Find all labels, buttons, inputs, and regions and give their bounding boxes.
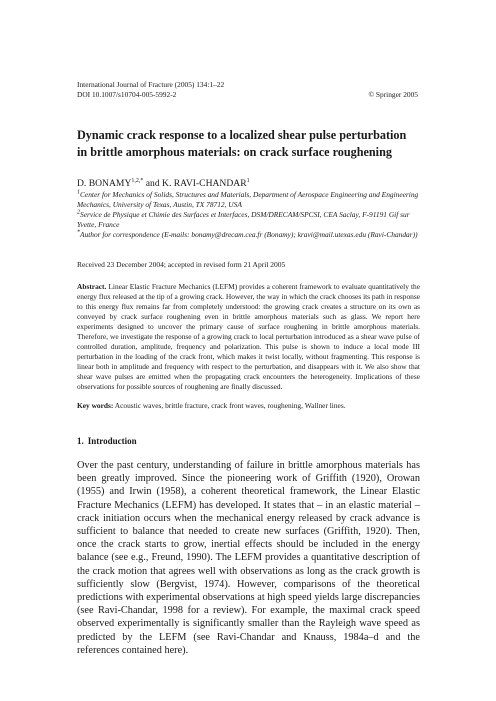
affiliation-2	[77, 210, 422, 230]
author-ravi-chandar: K. RAVI-CHANDAR	[162, 178, 247, 189]
section-number: 1.	[77, 436, 84, 446]
introduction-paragraph: Over the past century, understanding of failure in brittle amorphous materials has been greatly improved. Since the pioneering work of Griffith (1920), Orowan (1955) and Irwin (1958), a coherent theoretical framework, the Linear Elastic Fracture Mechanics (LEFM) has developed. It states that – in an elastic material – crack initiation occurs when the mechanical energy released by crack advance is sufficient to balance that needed to create new surfaces (Griffith, 1920). Then, once the crack starts to grow, inertial effects should be included in the energy balance (see e.g., Freund, 1990). The LEFM provides a quantitative description of the crack motion that agrees well with observations as long as the crack growth is sufficiently slow (Bergvist, 1974). However, comparisons of the theoretical predictions with experimental observations at high speed yields large discrepancies (see Ravi-Chandar, 1998 for a review). For example, the maximal crack speed observed experimentally is significantly smaller than the Rayleigh wave speed as predicted by the LEFM (see Ravi-Chandar and Knauss, 1984a–d and the references contained here).	[77, 460, 420, 656]
abstract-text: Linear Elastic Fracture Mechanics (LEFM) provides a coherent framework to evaluate quantitatively the energy flux released at the tip of a growing crack. However, the way in which the crack chooses its path in response to this energy flux remains far from completely understood: the growing crack creates a structure on its own as conveyed by crack surface roughening even in brittle amorphous materials such as glass. We report here experiments designed to uncover the primary cause of surface roughening in brittle amorphous materials. Therefore, we investigate the response of a growing crack to local perturbation introduced as a shear wave pulse of controlled duration, amplitude, frequency and polarization. This pulse is shown to induce a local mode III perturbation in the loading of the crack front, which makes it twist locally, without fragmenting. This response is linear both in amplitude and frequency with respect to the perturbation, and disappears with it. We also show that shear wave pulses are emitted when the propagating crack encounters the heterogeneity. Implications of these observations for possible sources of roughening are finally discussed.	[77, 282, 420, 391]
paper-title	[77, 127, 422, 161]
affiliation-1-text: Center for Mechanics of Solids, Structures and Materials, Department of Aerospace Engineering and Engineering Mechanics, University of Texas, Austin, TX 78712, USA	[77, 190, 419, 209]
journal-reference: International Journal of Fracture (2005) 134:1–22	[77, 80, 225, 89]
author-connector: and	[145, 178, 160, 189]
author-bonamy-affiliation-marks: 1,2,*	[131, 177, 144, 184]
author-bonamy: D. BONAMY	[77, 178, 132, 189]
keywords	[77, 401, 420, 411]
author-line	[77, 178, 422, 190]
abstract	[77, 282, 420, 392]
abstract-label: Abstract.	[77, 282, 107, 291]
title-line-1: Dynamic crack response to a localized shear pulse perturbation	[77, 128, 407, 142]
correspondence-mark: *	[77, 229, 80, 236]
copyright-notice: © Springer 2005	[368, 90, 418, 99]
affiliation-1	[77, 190, 422, 210]
author-ravi-chandar-affiliation-mark: 1	[246, 177, 250, 184]
keywords-text: Acoustic waves, brittle fracture, crack front waves, roughening, Wallner lines.	[114, 401, 346, 410]
affiliation-2-mark: 2	[77, 209, 80, 216]
doi: DOI 10.1007/s10704-005-5992-2	[77, 90, 177, 99]
keywords-label: Key words:	[77, 401, 114, 410]
correspondence-note	[77, 230, 422, 240]
section-heading-introduction	[77, 435, 137, 447]
affiliation-1-mark: 1	[77, 189, 80, 196]
received-dates: Received 23 December 2004; accepted in revised form 21 April 2005	[77, 260, 286, 269]
affiliation-2-text: Service de Physique et Chimie des Surfaces et Interfaces, DSM/DRECAM/SPCSI, CEA Saclay, F-91191 Gif sur Yvette, France	[77, 210, 410, 229]
title-line-2: in brittle amorphous materials: on crack surface roughening	[77, 145, 392, 159]
section-title: Introduction	[87, 436, 137, 446]
correspondence-text: Author for correspondence (E-mails: bonamy@drecam.cea.fr (Bonamy); kravi@mail.utexas.edu (Ravi-Chandar))	[80, 230, 418, 239]
